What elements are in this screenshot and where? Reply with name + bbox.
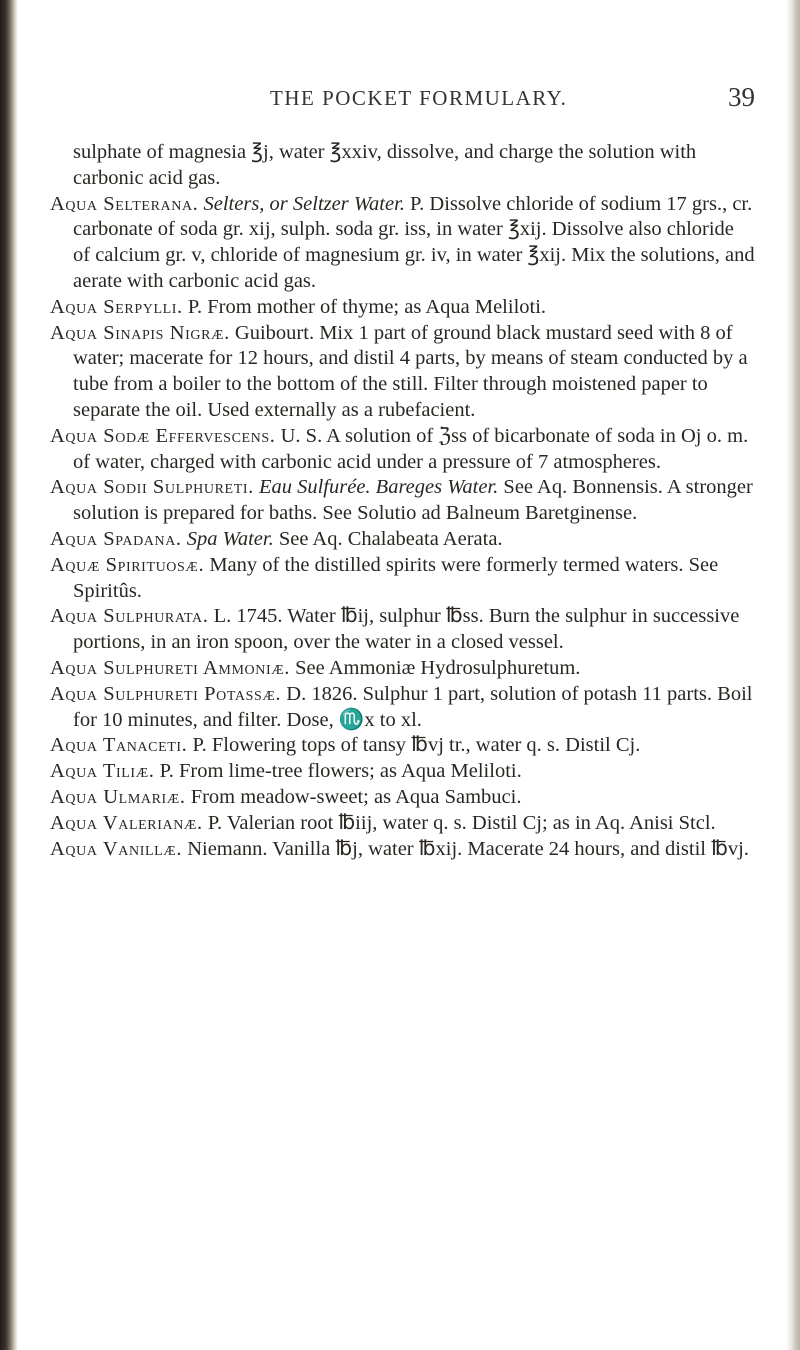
entry-heading: Aqua Sodii Sulphureti. — [50, 476, 254, 499]
entry-heading: Aqua Tiliæ. — [50, 760, 155, 783]
formulary-entry — [50, 475, 755, 527]
entry-body: D. 1826. Sulphur 1 part, solution of potash 11 parts. Boil for 10 minutes, and filter. Dose, ♏x to xl. — [73, 682, 753, 731]
entry-body: Many of the distilled spirits were formerly termed waters. See Spiritûs. — [73, 553, 719, 602]
entry-heading: Aquæ Spirituosæ. — [50, 553, 205, 576]
formulary-entry — [50, 759, 755, 785]
formulary-entry — [50, 424, 755, 476]
formulary-entry — [50, 527, 755, 553]
entry-heading: Aqua Spadana. — [50, 527, 182, 550]
formulary-entry — [50, 321, 755, 424]
entry-body: P. Flowering tops of tansy ℔vj tr., water q. s. Distil Cj. — [192, 734, 641, 757]
entry-heading: Aqua Serpylli. — [50, 295, 183, 318]
entry-alternate-name: Selters, or Seltzer Water. — [203, 192, 405, 215]
page-header — [0, 82, 800, 116]
entry-list — [0, 192, 800, 863]
formulary-entry — [50, 682, 755, 734]
entry-body: P. Dissolve chloride of sodium 17 grs., cr. carbonate of soda gr. xij, sulph. soda gr. iss, in water ℥xij. Dissolve also chloride of calcium gr. v, chloride of magnesium gr. iv, in water ℥xij. Mix the solutions, and aerate with carbonic acid gas. — [73, 192, 755, 292]
entry-body: Guibourt. Mix 1 part of ground black mustard seed with 8 of water; macerate for 12 hours, and distil 4 parts, by means of steam conducted by a tube from a boiler to the bottom of the still. Filter through moistened paper to separate the oil. Used externally as a rubefacient. — [73, 321, 748, 421]
entry-heading: Aqua Vanillæ. — [50, 837, 183, 860]
entry-body: See Aq. Chalabeata Aerata. — [278, 527, 503, 550]
entry-heading: Aqua Sodæ Effervescens. — [50, 424, 276, 447]
formulary-entry — [50, 733, 755, 759]
entry-body: U. S. A solution of ℨss of bicarbonate of soda in Oj o. m. of water, charged with carbonic acid under a pressure of 7 atmospheres. — [73, 424, 749, 473]
entry-heading: Aqua Ulmariæ. — [50, 785, 186, 808]
formulary-entry — [50, 837, 755, 863]
entry-heading: Aqua Tanaceti. — [50, 734, 188, 757]
formulary-entry — [50, 553, 755, 605]
entry-body: See Aq. Bonnensis. A stronger solution is prepared for baths. See Solutio ad Balneum Baretginense. — [73, 476, 753, 525]
formulary-entries — [0, 140, 800, 862]
entry-heading: Aqua Selterana. — [50, 192, 199, 215]
entry-body: See Ammoniæ Hydrosulphuretum. — [295, 656, 581, 679]
entry-heading: Aqua Sulphurata. — [50, 605, 209, 628]
entry-heading: Aqua Sinapis Nigræ. — [50, 321, 230, 344]
formulary-entry — [50, 295, 755, 321]
entry-body: P. Valerian root ℔iij, water q. s. Distil Cj; as in Aq. Anisi Stcl. — [207, 811, 716, 834]
entry-body: P. From lime-tree flowers; as Aqua Meliloti. — [159, 760, 522, 783]
running-title: THE POCKET FORMULARY. — [270, 86, 568, 110]
page-number: 39 — [728, 82, 755, 112]
continued-entry-text: sulphate of magnesia ℥j, water ℥xxiv, dissolve, and charge the solution with carbonic acid gas. — [73, 141, 697, 189]
formulary-entry — [50, 192, 755, 295]
entry-heading: Aqua Valerianæ. — [50, 811, 203, 834]
entry-heading: Aqua Sulphureti Potassæ. — [50, 682, 282, 705]
entry-body: Niemann. Vanilla ℔j, water ℔xij. Macerate 24 hours, and distil ℔vj. — [187, 837, 749, 860]
entry-alternate-name: Spa Water. — [186, 527, 274, 550]
formulary-entry — [50, 811, 755, 837]
entry-body: P. From mother of thyme; as Aqua Meliloti. — [187, 295, 547, 318]
entry-body: From meadow-sweet; as Aqua Sambuci. — [190, 785, 522, 808]
formulary-entry — [50, 604, 755, 656]
entry-body: L. 1745. Water ℔ij, sulphur ℔ss. Burn the sulphur in successive portions, in an iron spoon, over the water in a closed vessel. — [73, 605, 740, 654]
entry-alternate-name: Eau Sulfurée. Bareges Water. — [258, 476, 499, 499]
formulary-entry — [50, 785, 755, 811]
formulary-entry — [50, 656, 755, 682]
entry-heading: Aqua Sulphureti Ammoniæ. — [50, 656, 290, 679]
